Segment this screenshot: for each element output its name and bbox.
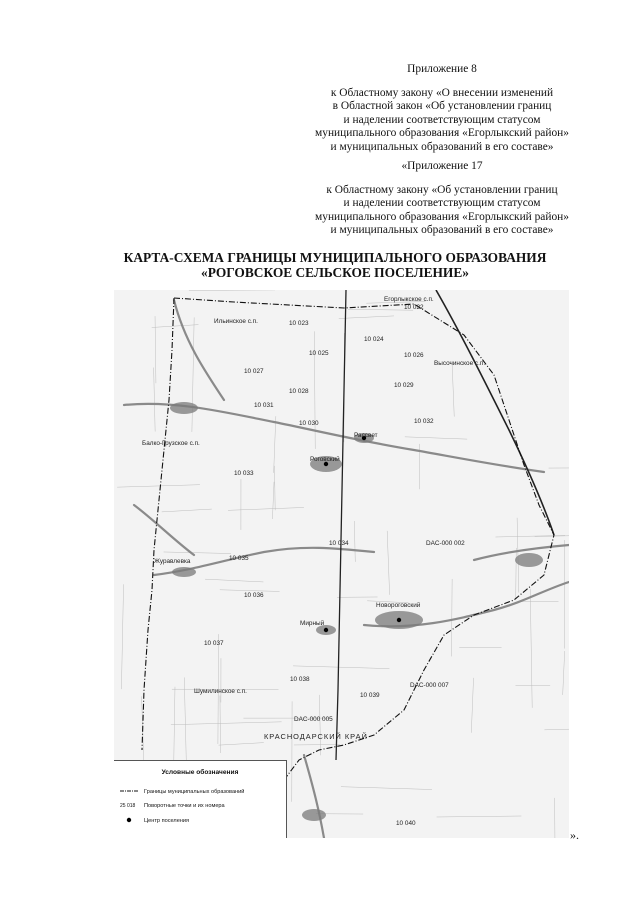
annex-8-line: муниципального образования «Егорлыкский район»	[315, 127, 569, 140]
legend-row-points	[120, 803, 225, 809]
legend-text: Границы муниципальных образований	[144, 789, 245, 795]
boundary-line-symbol	[120, 789, 138, 795]
label-shumilinskoe: Шумилинское с.п.	[194, 688, 247, 695]
legend-text: Поворотные точки и их номера	[144, 803, 225, 809]
point-label: 10 024	[364, 336, 384, 343]
settlement-southwest	[172, 567, 196, 577]
point-label: 10 026	[404, 352, 424, 359]
point-label: 10 027	[244, 368, 264, 375]
map-title-line: КАРТА-СХЕМА ГРАНИЦЫ МУНИЦИПАЛЬНОГО ОБРАЗОВАНИЯ	[123, 250, 547, 265]
settlement-center-dot	[397, 618, 401, 622]
point-label: 10 030	[299, 420, 319, 427]
point-label: 10 028	[289, 388, 309, 395]
closing-quote: ».	[570, 828, 579, 842]
map-legend	[114, 760, 287, 838]
point-label: 10 031	[254, 402, 274, 409]
point-label: DAC-000 007	[410, 682, 449, 689]
annex-17-title: «Приложение 17	[401, 160, 483, 172]
settlement-south	[302, 809, 326, 821]
label-egorlykskoe: Егорлыкское с.п.	[384, 296, 434, 303]
map-title	[40, 250, 630, 280]
settlement-west	[170, 402, 198, 414]
point-label: 10 038	[290, 676, 310, 683]
label-novorogovsky: Новороговский	[376, 602, 421, 609]
label-mirny: Мирный	[300, 620, 325, 627]
label-zhuravlevka: Журавлевка	[154, 558, 191, 565]
map-scheme	[114, 290, 569, 838]
annex-8-line: к Областному закону «О внесении изменений	[330, 86, 554, 99]
point-label: 10 025	[309, 350, 329, 357]
annex-8-line: в Областной закон «Об установлении границ	[332, 100, 552, 113]
annex-8-block	[270, 63, 614, 155]
point-label: 10 037	[204, 640, 224, 647]
spacer	[270, 77, 614, 87]
legend-row-center	[120, 817, 189, 825]
label-balko-gruzskoe: Балко-Грузское с.п.	[142, 440, 200, 447]
legend-text: Центр поселения	[144, 818, 190, 824]
point-label: 10 036	[244, 592, 264, 599]
label-krasnodarsky: КРАСНОДАРСКИЙ КРАЙ	[264, 732, 368, 741]
settlement-center-dot	[324, 628, 328, 632]
label-ilyinskoe: Ильинское с.п.	[214, 318, 258, 325]
point-label: DAC-000 002	[426, 540, 465, 547]
annex-17-line: и наделении соответствующим статусом	[343, 197, 541, 210]
point-label: 10 034	[329, 540, 349, 547]
annex-17-line: муниципального образования «Егорлыкский район»	[315, 210, 569, 223]
annex-8-line: и наделении соответствующим статусом	[343, 113, 541, 126]
annex-8-title: Приложение 8	[407, 63, 477, 75]
annex-8-line: и муниципальных образований в его составе»	[330, 140, 554, 153]
map-title-line: «РОГОВСКОЕ СЕЛЬСКОЕ ПОСЕЛЕНИЕ»	[201, 265, 469, 280]
legend-row-boundary	[120, 789, 244, 795]
point-label: 10 033	[234, 470, 254, 477]
point-label: 10 029	[394, 382, 414, 389]
spacer	[270, 174, 614, 184]
point-label: 10 023	[289, 320, 309, 327]
point-label: 10 040	[396, 820, 416, 827]
annex-17-line: и муниципальных образований в его составе»	[330, 224, 554, 237]
label-rogovsky: Роговский	[310, 456, 340, 463]
point-sample: 25 018	[120, 803, 136, 809]
point-label: 10 039	[360, 692, 380, 699]
center-dot-icon	[120, 817, 138, 825]
point-label: 10 035	[229, 555, 249, 562]
annex-17-block	[270, 160, 614, 238]
label-rassvet: Рассвет	[354, 432, 378, 439]
annex-17-line: к Областному закону «Об установлении границ	[326, 183, 558, 196]
point-label: DAC-000 005	[294, 716, 333, 723]
label-vysochinskoe: Высочинское с.п.	[434, 360, 486, 367]
settlement-east	[515, 553, 543, 567]
point-label: 10 032	[414, 418, 434, 425]
point-label: 10 022	[404, 304, 424, 311]
legend-title: Условные обозначения	[161, 769, 239, 776]
